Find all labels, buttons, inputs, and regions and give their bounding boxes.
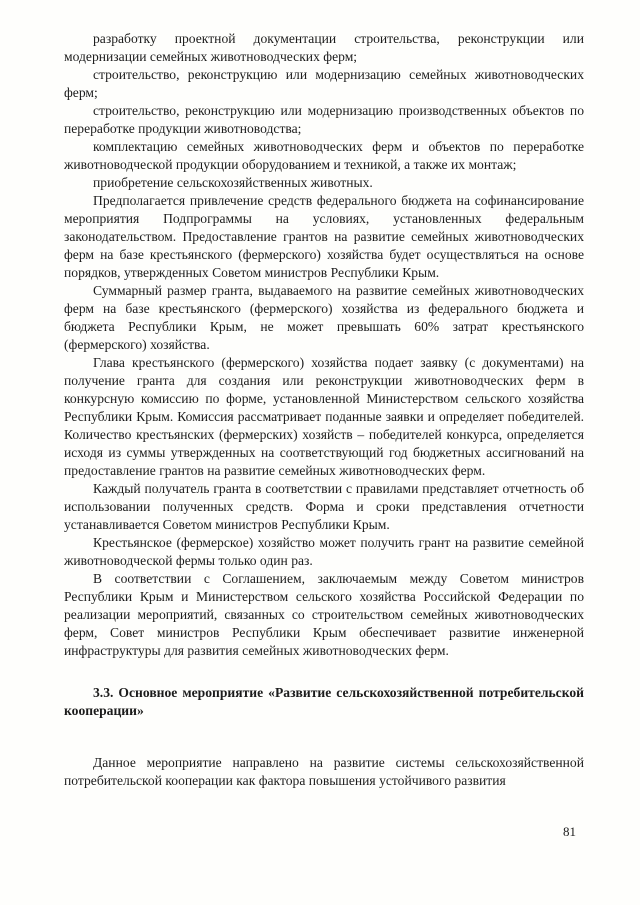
document-body — [64, 30, 584, 790]
paragraph: Суммарный размер гранта, выдаваемого на развитие семейных животноводческих ферм на базе крестьянского (фермерского) хозяйства из федерального бюджета и бюджета Республики Крым, не может превышать 60% затрат крестьянского (фермерского) хозяйства. — [64, 283, 584, 352]
paragraph: Предполагается привлечение средств федерального бюджета на софинансирование мероприятия Подпрограммы на условиях, установленных федеральным законодательством. Предоставление грантов на развитие семейных животноводческих ферм на базе крестьянского (фермерского) хозяйства будет осуществляться на основе порядков, утвержденных Советом министров Республики Крым. — [64, 193, 584, 280]
page-number: 81 — [563, 824, 576, 839]
paragraph: строительство, реконструкцию или модернизацию производственных объектов по переработке продукции животноводства; — [64, 103, 584, 136]
paragraph: разработку проектной документации строительства, реконструкции или модернизации семейных животноводческих ферм; — [64, 31, 584, 64]
paragraph: Крестьянское (фермерское) хозяйство может получить грант на развитие семейной животноводческой фермы только один раз. — [64, 535, 584, 568]
paragraph: комплектацию семейных животноводческих ферм и объектов по переработке животноводческой продукции оборудованием и техникой, а также их монтаж; — [64, 139, 584, 172]
paragraph: приобретение сельскохозяйственных животных. — [93, 175, 373, 190]
paragraph: Глава крестьянского (фермерского) хозяйства подает заявку (с документами) на получение гранта для создания или реконструкции животноводческих ферм в конкурсную комиссию по форме, установленной Министерством сельского хозяйства Республики Крым. Комиссия рассматривает поданные заявки и определяет победителей. Количество крестьянских (фермерских) хозяйств – победителей конкурса, определяется исходя из суммы утвержденных на соответствующий год бюджетных ассигнований на предоставление грантов на развитие семейных животноводческих ферм. — [64, 355, 584, 478]
paragraph: В соответствии с Соглашением, заключаемым между Советом министров Республики Крым и Министерством сельского хозяйства Российской Федерации по реализации мероприятий, связанных со строительством семейных животноводческих ферм, Совет министров Республики Крым обеспечивает развитие инженерной инфраструктуры для развития семейных животноводческих ферм. — [64, 571, 584, 658]
paragraph: Каждый получатель гранта в соответствии с правилами представляет отчетность об использовании полученных средств. Форма и сроки представления отчетности устанавливается Советом министров Республики Крым. — [64, 481, 584, 532]
paragraph: строительство, реконструкцию или модернизацию семейных животноводческих ферм; — [64, 67, 584, 100]
closing-paragraph: Данное мероприятие направлено на развитие системы сельскохозяйственной потребительской кооперации как фактора повышения устойчивого развития — [64, 755, 584, 788]
section-heading: 3.3. Основное мероприятие «Развитие сельскохозяйственной потребительской кооперации» — [64, 685, 584, 718]
